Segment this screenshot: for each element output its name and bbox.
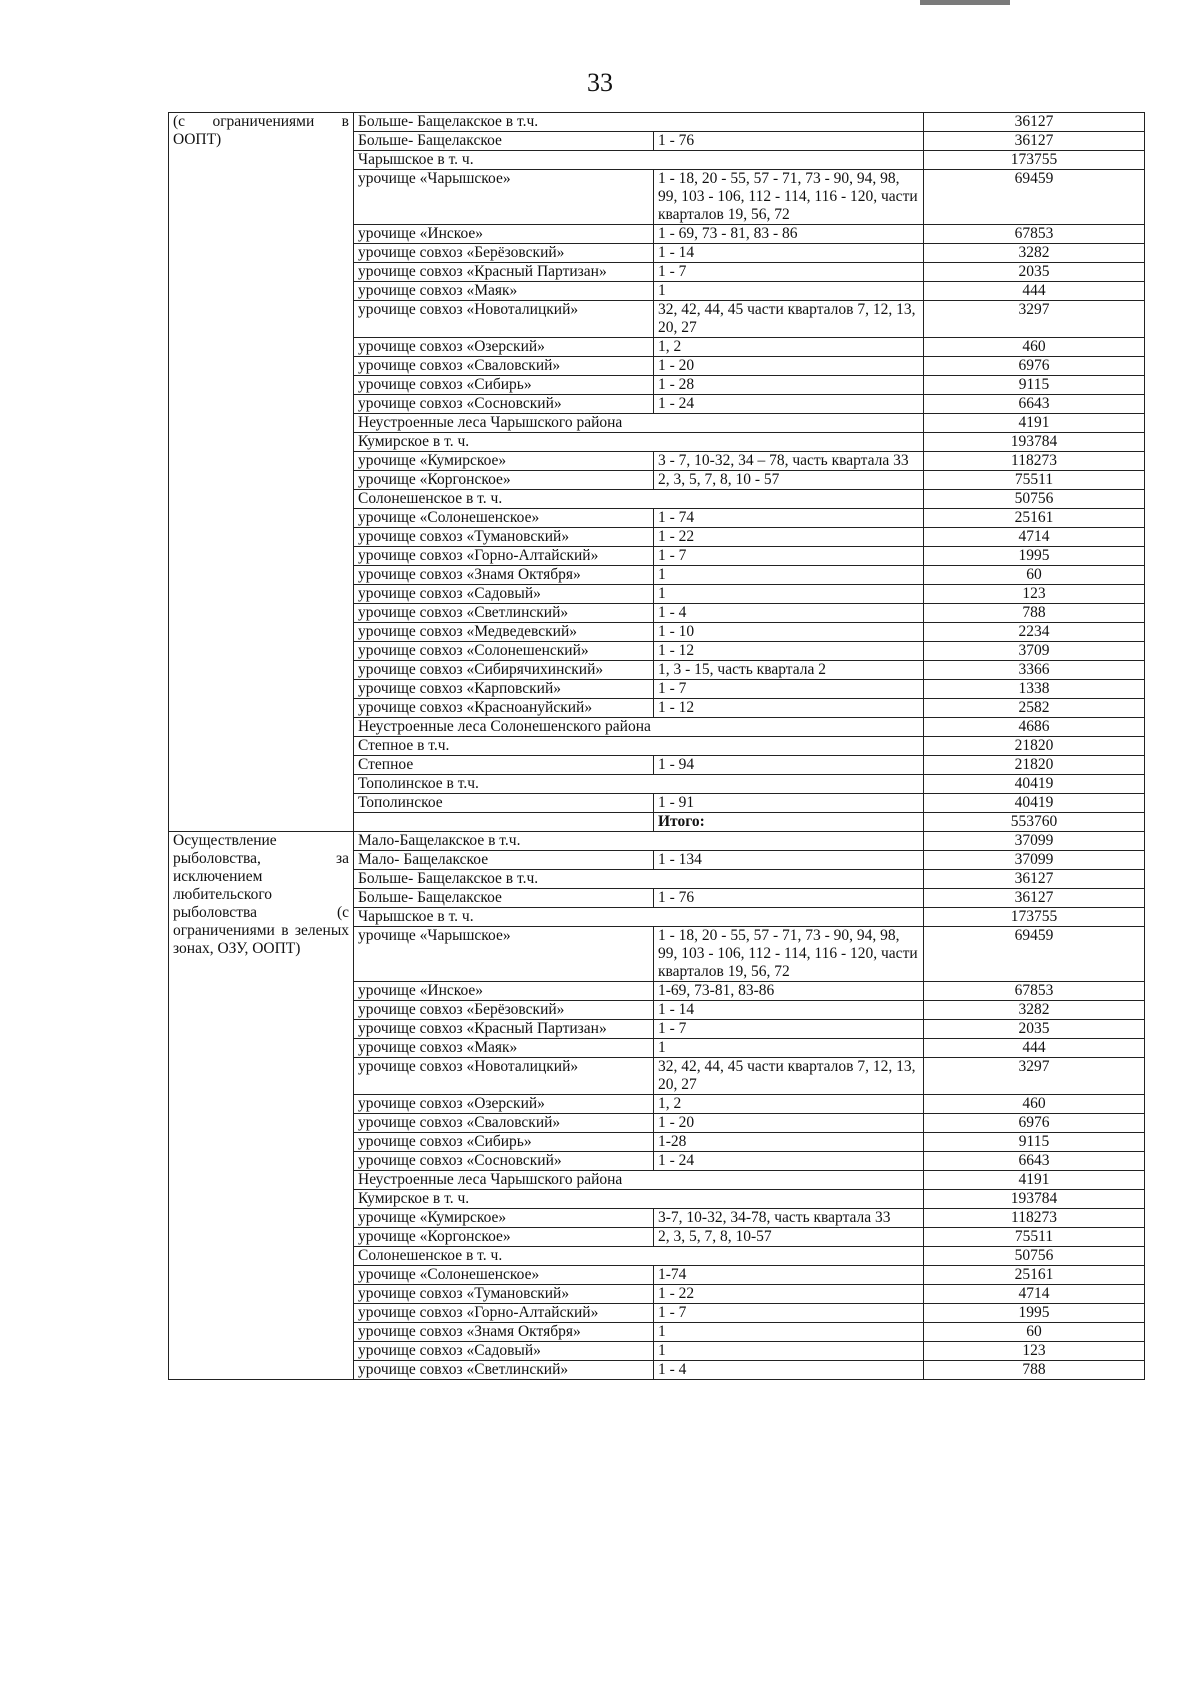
- forestry-name-cell: урочище совхоз «Красноануйский»: [354, 699, 654, 718]
- quarters-cell: 3-7, 10-32, 34-78, часть квартала 33: [654, 1209, 924, 1228]
- area-cell: 193784: [924, 1190, 1145, 1209]
- quarters-cell: 1, 2: [654, 1095, 924, 1114]
- forestry-name-cell: урочище совхоз «Карповский»: [354, 680, 654, 699]
- area-cell: 4191: [924, 1171, 1145, 1190]
- area-cell: 4714: [924, 528, 1145, 547]
- quarters-cell: 1 - 7: [654, 263, 924, 282]
- quarters-cell: 1: [654, 1039, 924, 1058]
- quarters-cell: 1: [654, 585, 924, 604]
- quarters-cell: 1 - 18, 20 - 55, 57 - 71, 73 - 90, 94, 98, 99, 103 - 106, 112 - 114, 116 - 120, части кварталов 19, 56, 72: [654, 927, 924, 982]
- quarters-cell: 3 - 7, 10-32, 34 – 78, часть квартала 33: [654, 452, 924, 471]
- forestry-name-cell: урочище «Чарышское»: [354, 927, 654, 982]
- quarters-cell: 1 - 134: [654, 851, 924, 870]
- quarters-cell: 1: [654, 566, 924, 585]
- area-cell: 460: [924, 1095, 1145, 1114]
- forestry-name-cell: Тополинское: [354, 794, 654, 813]
- forestry-name-cell: урочище совхоз «Новоталицкий»: [354, 301, 654, 338]
- area-cell: 4714: [924, 1285, 1145, 1304]
- quarters-cell: Итого:: [654, 813, 924, 832]
- forestry-name-cell: урочище совхоз «Красный Партизан»: [354, 263, 654, 282]
- area-cell: 60: [924, 566, 1145, 585]
- forestry-name-cell: Неустроенные леса Чарышского района: [354, 414, 924, 433]
- forestry-name-cell: Кумирское в т. ч.: [354, 1190, 924, 1209]
- forestry-name-cell: Чарышское в т. ч.: [354, 908, 924, 927]
- forestry-name-cell: урочище совхоз «Тумановский»: [354, 528, 654, 547]
- activity-type-label: (с ограничениями в ООПТ): [173, 113, 349, 148]
- area-cell: 4191: [924, 414, 1145, 433]
- quarters-cell: 1 - 22: [654, 528, 924, 547]
- quarters-cell: 1 - 14: [654, 1001, 924, 1020]
- forestry-name-cell: урочище «Кумирское»: [354, 452, 654, 471]
- scan-artifact: [920, 0, 1010, 5]
- area-cell: 3297: [924, 1058, 1145, 1095]
- activity-type-label: Осуществление рыболовства, за исключением любительского рыболовства (с ограничениями в зеленых зонах, ОЗУ, ООПТ): [173, 832, 349, 957]
- forestry-name-cell: урочище совхоз «Красный Партизан»: [354, 1020, 654, 1039]
- quarters-cell: 1 - 20: [654, 357, 924, 376]
- forestry-name-cell: Мало-Бащелакское в т.ч.: [354, 832, 924, 851]
- forestry-name-cell: урочище совхоз «Сосновский»: [354, 1152, 654, 1171]
- forestry-name-cell: урочище совхоз «Сибирь»: [354, 376, 654, 395]
- area-cell: 37099: [924, 851, 1145, 870]
- area-cell: 67853: [924, 982, 1145, 1001]
- forestry-name-cell: урочище совхоз «Знамя Октября»: [354, 1323, 654, 1342]
- area-cell: 2035: [924, 263, 1145, 282]
- forestry-name-cell: урочище совхоз «Новоталицкий»: [354, 1058, 654, 1095]
- quarters-cell: 1-74: [654, 1266, 924, 1285]
- area-cell: 118273: [924, 1209, 1145, 1228]
- quarters-cell: 1 - 76: [654, 889, 924, 908]
- area-cell: 37099: [924, 832, 1145, 851]
- area-cell: 67853: [924, 225, 1145, 244]
- area-cell: 3297: [924, 301, 1145, 338]
- area-cell: 788: [924, 604, 1145, 623]
- area-cell: 21820: [924, 756, 1145, 775]
- area-cell: 460: [924, 338, 1145, 357]
- area-cell: 193784: [924, 433, 1145, 452]
- area-cell: 788: [924, 1361, 1145, 1380]
- forestry-name-cell: урочище совхоз «Маяк»: [354, 1039, 654, 1058]
- quarters-cell: 1-28: [654, 1133, 924, 1152]
- forest-areas-table: [168, 112, 1145, 1380]
- forestry-name-cell: урочище совхоз «Садовый»: [354, 1342, 654, 1361]
- forestry-name-cell: урочище совхоз «Тумановский»: [354, 1285, 654, 1304]
- area-cell: 9115: [924, 1133, 1145, 1152]
- area-cell: 118273: [924, 452, 1145, 471]
- quarters-cell: 1 - 18, 20 - 55, 57 - 71, 73 - 90, 94, 98, 99, 103 - 106, 112 - 114, 116 - 120, части кварталов 19, 56, 72: [654, 170, 924, 225]
- forestry-name-cell: урочище совхоз «Озерский»: [354, 1095, 654, 1114]
- area-cell: 3282: [924, 244, 1145, 263]
- area-cell: 69459: [924, 170, 1145, 225]
- forestry-name-cell: урочище совхоз «Озерский»: [354, 338, 654, 357]
- area-cell: 2234: [924, 623, 1145, 642]
- area-cell: 6643: [924, 395, 1145, 414]
- area-cell: 36127: [924, 113, 1145, 132]
- forestry-name-cell: урочище «Инское»: [354, 225, 654, 244]
- area-cell: 123: [924, 1342, 1145, 1361]
- forestry-name-cell: Степное в т.ч.: [354, 737, 924, 756]
- forestry-name-cell: Чарышское в т. ч.: [354, 151, 924, 170]
- area-cell: 36127: [924, 870, 1145, 889]
- forestry-name-cell: урочище совхоз «Сосновский»: [354, 395, 654, 414]
- quarters-cell: 1 - 7: [654, 1304, 924, 1323]
- area-cell: 36127: [924, 132, 1145, 151]
- area-cell: 50756: [924, 1247, 1145, 1266]
- area-cell: 2035: [924, 1020, 1145, 1039]
- quarters-cell: 1 - 4: [654, 1361, 924, 1380]
- forestry-name-cell: урочище совхоз «Знамя Октября»: [354, 566, 654, 585]
- area-cell: 25161: [924, 509, 1145, 528]
- quarters-cell: 1 - 74: [654, 509, 924, 528]
- quarters-cell: 1: [654, 1323, 924, 1342]
- forestry-name-cell: урочище совхоз «Светлинский»: [354, 604, 654, 623]
- forestry-name-cell: урочище «Инское»: [354, 982, 654, 1001]
- forestry-name-cell: урочище совхоз «Сваловский»: [354, 1114, 654, 1133]
- forestry-name-cell: Степное: [354, 756, 654, 775]
- area-cell: 21820: [924, 737, 1145, 756]
- area-cell: 444: [924, 1039, 1145, 1058]
- forestry-name-cell: Больше- Бащелакское в т.ч.: [354, 113, 924, 132]
- forestry-name-cell: Кумирское в т. ч.: [354, 433, 924, 452]
- forestry-name-cell: урочище совхоз «Берёзовский»: [354, 1001, 654, 1020]
- quarters-cell: 1 - 12: [654, 642, 924, 661]
- quarters-cell: 1 - 7: [654, 547, 924, 566]
- forestry-name-cell: урочище «Коргонское»: [354, 471, 654, 490]
- forestry-name-cell: [354, 813, 654, 832]
- forestry-name-cell: урочище совхоз «Светлинский»: [354, 1361, 654, 1380]
- area-cell: 25161: [924, 1266, 1145, 1285]
- area-cell: 123: [924, 585, 1145, 604]
- area-cell: 60: [924, 1323, 1145, 1342]
- forestry-name-cell: урочище совхоз «Берёзовский»: [354, 244, 654, 263]
- forestry-name-cell: урочище «Коргонское»: [354, 1228, 654, 1247]
- area-cell: 50756: [924, 490, 1145, 509]
- area-cell: 9115: [924, 376, 1145, 395]
- area-cell: 40419: [924, 775, 1145, 794]
- quarters-cell: 2, 3, 5, 7, 8, 10 - 57: [654, 471, 924, 490]
- forestry-name-cell: Неустроенные леса Солонешенского района: [354, 718, 924, 737]
- quarters-cell: 1 - 69, 73 - 81, 83 - 86: [654, 225, 924, 244]
- forestry-name-cell: урочище совхоз «Медведевский»: [354, 623, 654, 642]
- quarters-cell: 1 - 22: [654, 1285, 924, 1304]
- area-cell: 2582: [924, 699, 1145, 718]
- forestry-name-cell: Мало- Бащелакское: [354, 851, 654, 870]
- area-cell: 4686: [924, 718, 1145, 737]
- area-cell: 75511: [924, 1228, 1145, 1247]
- quarters-cell: 1 - 24: [654, 395, 924, 414]
- forestry-name-cell: урочище совхоз «Горно-Алтайский»: [354, 1304, 654, 1323]
- area-cell: 6976: [924, 357, 1145, 376]
- quarters-cell: 1-69, 73-81, 83-86: [654, 982, 924, 1001]
- area-cell: 6976: [924, 1114, 1145, 1133]
- quarters-cell: 1 - 12: [654, 699, 924, 718]
- forestry-name-cell: урочище «Чарышское»: [354, 170, 654, 225]
- table-row: [169, 113, 1145, 132]
- area-cell: 173755: [924, 151, 1145, 170]
- area-cell: 3709: [924, 642, 1145, 661]
- forestry-name-cell: урочище «Кумирское»: [354, 1209, 654, 1228]
- forestry-name-cell: урочище совхоз «Сибирь»: [354, 1133, 654, 1152]
- quarters-cell: 32, 42, 44, 45 части кварталов 7, 12, 13, 20, 27: [654, 301, 924, 338]
- quarters-cell: 2, 3, 5, 7, 8, 10-57: [654, 1228, 924, 1247]
- area-cell: 3282: [924, 1001, 1145, 1020]
- forestry-name-cell: Неустроенные леса Чарышского района: [354, 1171, 924, 1190]
- area-cell: 173755: [924, 908, 1145, 927]
- area-cell: 1995: [924, 547, 1145, 566]
- area-cell: 6643: [924, 1152, 1145, 1171]
- area-cell: 69459: [924, 927, 1145, 982]
- area-cell: 40419: [924, 794, 1145, 813]
- page-number: 33: [587, 68, 613, 97]
- quarters-cell: 1 - 4: [654, 604, 924, 623]
- activity-type-cell: [169, 832, 354, 1380]
- forestry-name-cell: урочище «Солонешенское»: [354, 509, 654, 528]
- forestry-name-cell: Тополинское в т.ч.: [354, 775, 924, 794]
- forestry-name-cell: урочище совхоз «Сибирячихинский»: [354, 661, 654, 680]
- area-cell: 553760: [924, 813, 1145, 832]
- quarters-cell: 1 - 24: [654, 1152, 924, 1171]
- forestry-name-cell: урочище совхоз «Горно-Алтайский»: [354, 547, 654, 566]
- area-cell: 36127: [924, 889, 1145, 908]
- area-cell: 444: [924, 282, 1145, 301]
- quarters-cell: 1: [654, 282, 924, 301]
- quarters-cell: 1 - 94: [654, 756, 924, 775]
- forestry-name-cell: Солонешенское в т. ч.: [354, 490, 924, 509]
- quarters-cell: 1 - 7: [654, 1020, 924, 1039]
- quarters-cell: 1 - 20: [654, 1114, 924, 1133]
- quarters-cell: 1 - 91: [654, 794, 924, 813]
- area-cell: 3366: [924, 661, 1145, 680]
- quarters-cell: 1 - 7: [654, 680, 924, 699]
- area-cell: 1995: [924, 1304, 1145, 1323]
- forestry-name-cell: Солонешенское в т. ч.: [354, 1247, 924, 1266]
- quarters-cell: 1 - 76: [654, 132, 924, 151]
- quarters-cell: 1, 2: [654, 338, 924, 357]
- quarters-cell: 1 - 14: [654, 244, 924, 263]
- forestry-name-cell: урочище совхоз «Сваловский»: [354, 357, 654, 376]
- forestry-name-cell: Больше- Бащелакское: [354, 889, 654, 908]
- forestry-name-cell: Больше- Бащелакское в т.ч.: [354, 870, 924, 889]
- area-cell: 75511: [924, 471, 1145, 490]
- quarters-cell: 1: [654, 1342, 924, 1361]
- quarters-cell: 1 - 28: [654, 376, 924, 395]
- table-row: [169, 832, 1145, 851]
- quarters-cell: 1 - 10: [654, 623, 924, 642]
- forestry-name-cell: Больше- Бащелакское: [354, 132, 654, 151]
- quarters-cell: 1, 3 - 15, часть квартала 2: [654, 661, 924, 680]
- forestry-name-cell: урочище совхоз «Маяк»: [354, 282, 654, 301]
- forestry-name-cell: урочище совхоз «Солонешенский»: [354, 642, 654, 661]
- area-cell: 1338: [924, 680, 1145, 699]
- activity-type-cell: [169, 113, 354, 832]
- quarters-cell: 32, 42, 44, 45 части кварталов 7, 12, 13, 20, 27: [654, 1058, 924, 1095]
- forestry-name-cell: урочище совхоз «Садовый»: [354, 585, 654, 604]
- forestry-name-cell: урочище «Солонешенское»: [354, 1266, 654, 1285]
